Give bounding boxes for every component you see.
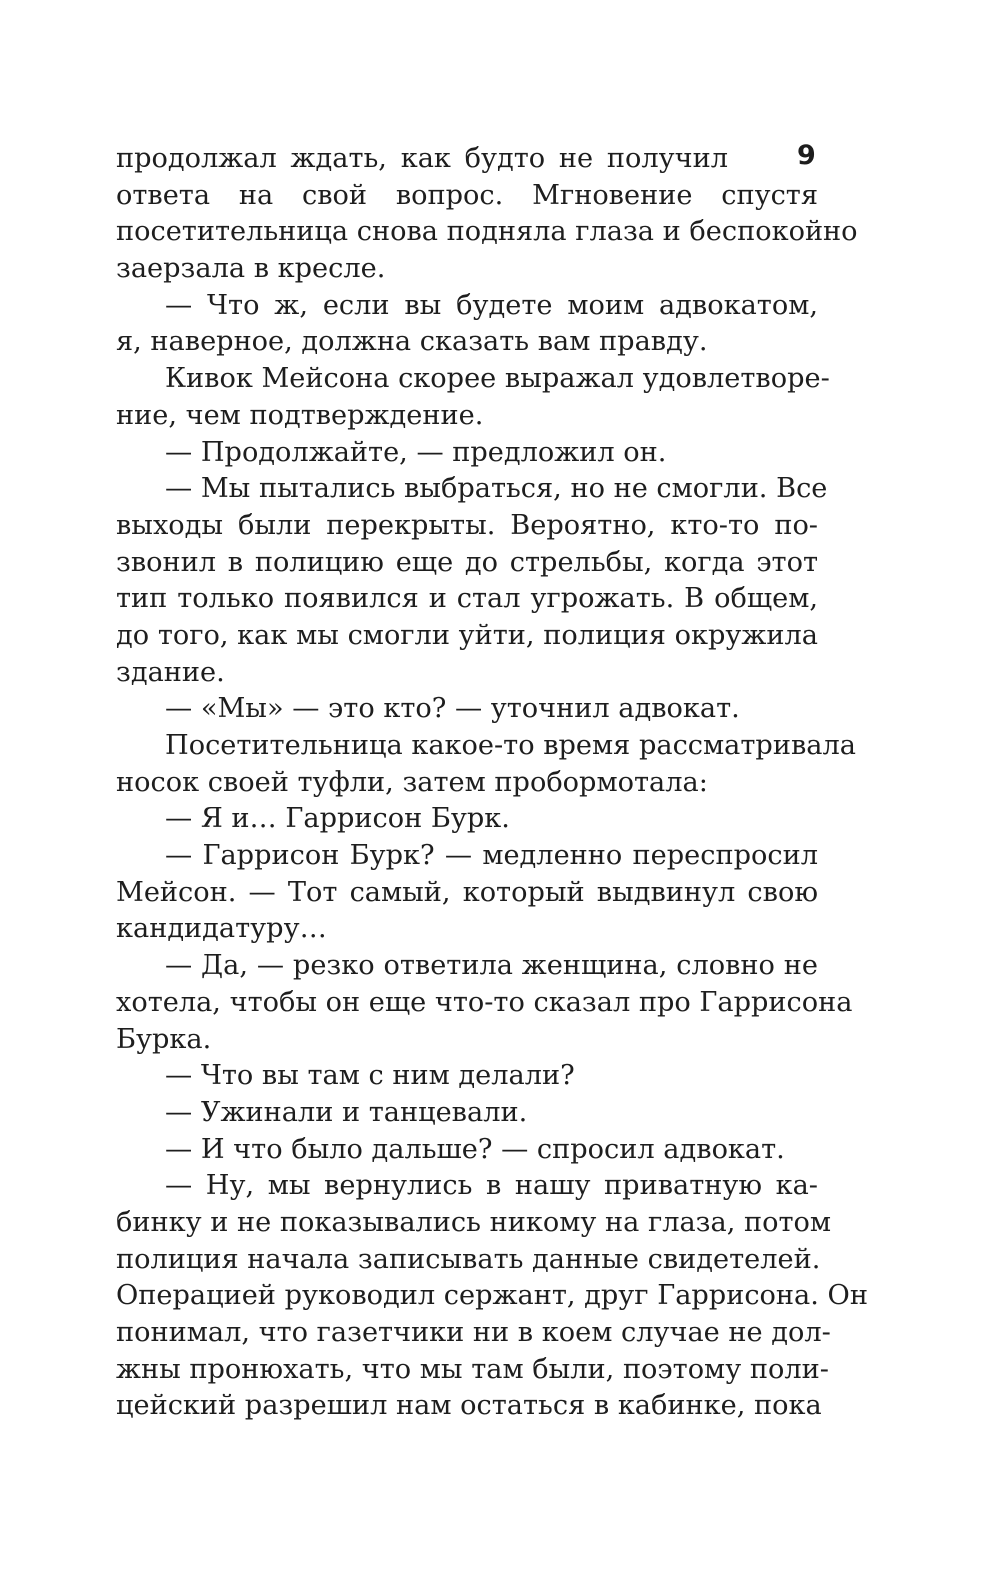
text-line: Бурка.: [116, 1023, 212, 1055]
text-line: — Что вы там с ним делали?: [165, 1060, 575, 1092]
text-line: хотела, чтобы он еще что-то сказал про Гаррисона: [116, 986, 853, 1018]
text-line: звонил в полицию еще до стрельбы, когда этот: [116, 546, 818, 578]
text-line: — Продолжайте, — предложил он.: [165, 436, 667, 468]
text-line: до того, как мы смогли уйти, полиция окружила: [116, 619, 818, 651]
text-line: — Ужинали и танцевали.: [165, 1096, 528, 1128]
text-line: понимал, что газетчики ни в коем случае не дол-: [116, 1317, 831, 1348]
text-line: бинку и не показывались никому на глаза, потом: [116, 1206, 832, 1238]
text-line: полиция начала записывать данные свидетелей.: [116, 1243, 821, 1275]
text-line: Мейсон. — Тот самый, который выдвинул свою: [116, 876, 818, 908]
body-text: [116, 141, 868, 1425]
text-line: — «Мы» — это кто? — уточнил адвокат.: [165, 693, 740, 725]
text-line: — Гаррисон Бурк? — медленно переспросил: [165, 840, 818, 872]
text-line: ние, чем подтверждение.: [116, 399, 484, 431]
text-line: цейский разрешил нам остаться в кабинке, пока: [116, 1390, 822, 1422]
text-line: продолжал ждать, как будто не получил: [116, 143, 728, 174]
text-line: жны пронюхать, что мы там были, поэтому поли-: [116, 1353, 829, 1385]
text-line: Операцией руководил сержант, друг Гаррисона. Он: [116, 1280, 868, 1312]
text-line: кандидатуру…: [116, 913, 327, 945]
text-line: — Что ж, если вы будете моим адвокатом,: [165, 289, 818, 321]
text-line: носок своей туфли, затем пробормотала:: [116, 766, 708, 798]
text-line: выходы были перекрыты. Вероятно, кто-то по-: [116, 509, 818, 541]
text-line: ответа на свой вопрос. Мгновение спустя: [116, 179, 818, 211]
text-line: — Да, — резко ответила женщина, словно не: [165, 950, 818, 982]
text-line: здание.: [116, 656, 225, 688]
text-line: — Мы пытались выбраться, но не смогли. Все: [165, 473, 828, 505]
text-line: посетительница снова подняла глаза и беспокойно: [116, 216, 858, 248]
text-line: заерзала в кресле.: [116, 253, 386, 285]
text-line: — И что было дальше? — спросил адвокат.: [165, 1133, 785, 1165]
text-line: тип только появился и стал угрожать. В общем,: [116, 583, 818, 615]
text-line: — Ну, мы вернулись в нашу приватную ка-: [165, 1170, 818, 1202]
text-line: Кивок Мейсона скорее выражал удовлетворе-: [165, 363, 830, 395]
page-number: 9: [797, 140, 816, 171]
text-line: я, наверное, должна сказать вам правду.: [116, 326, 708, 358]
text-line: Посетительница какое-то время рассматривала: [165, 730, 856, 761]
text-line: — Я и… Гаррисон Бурк.: [165, 803, 510, 835]
